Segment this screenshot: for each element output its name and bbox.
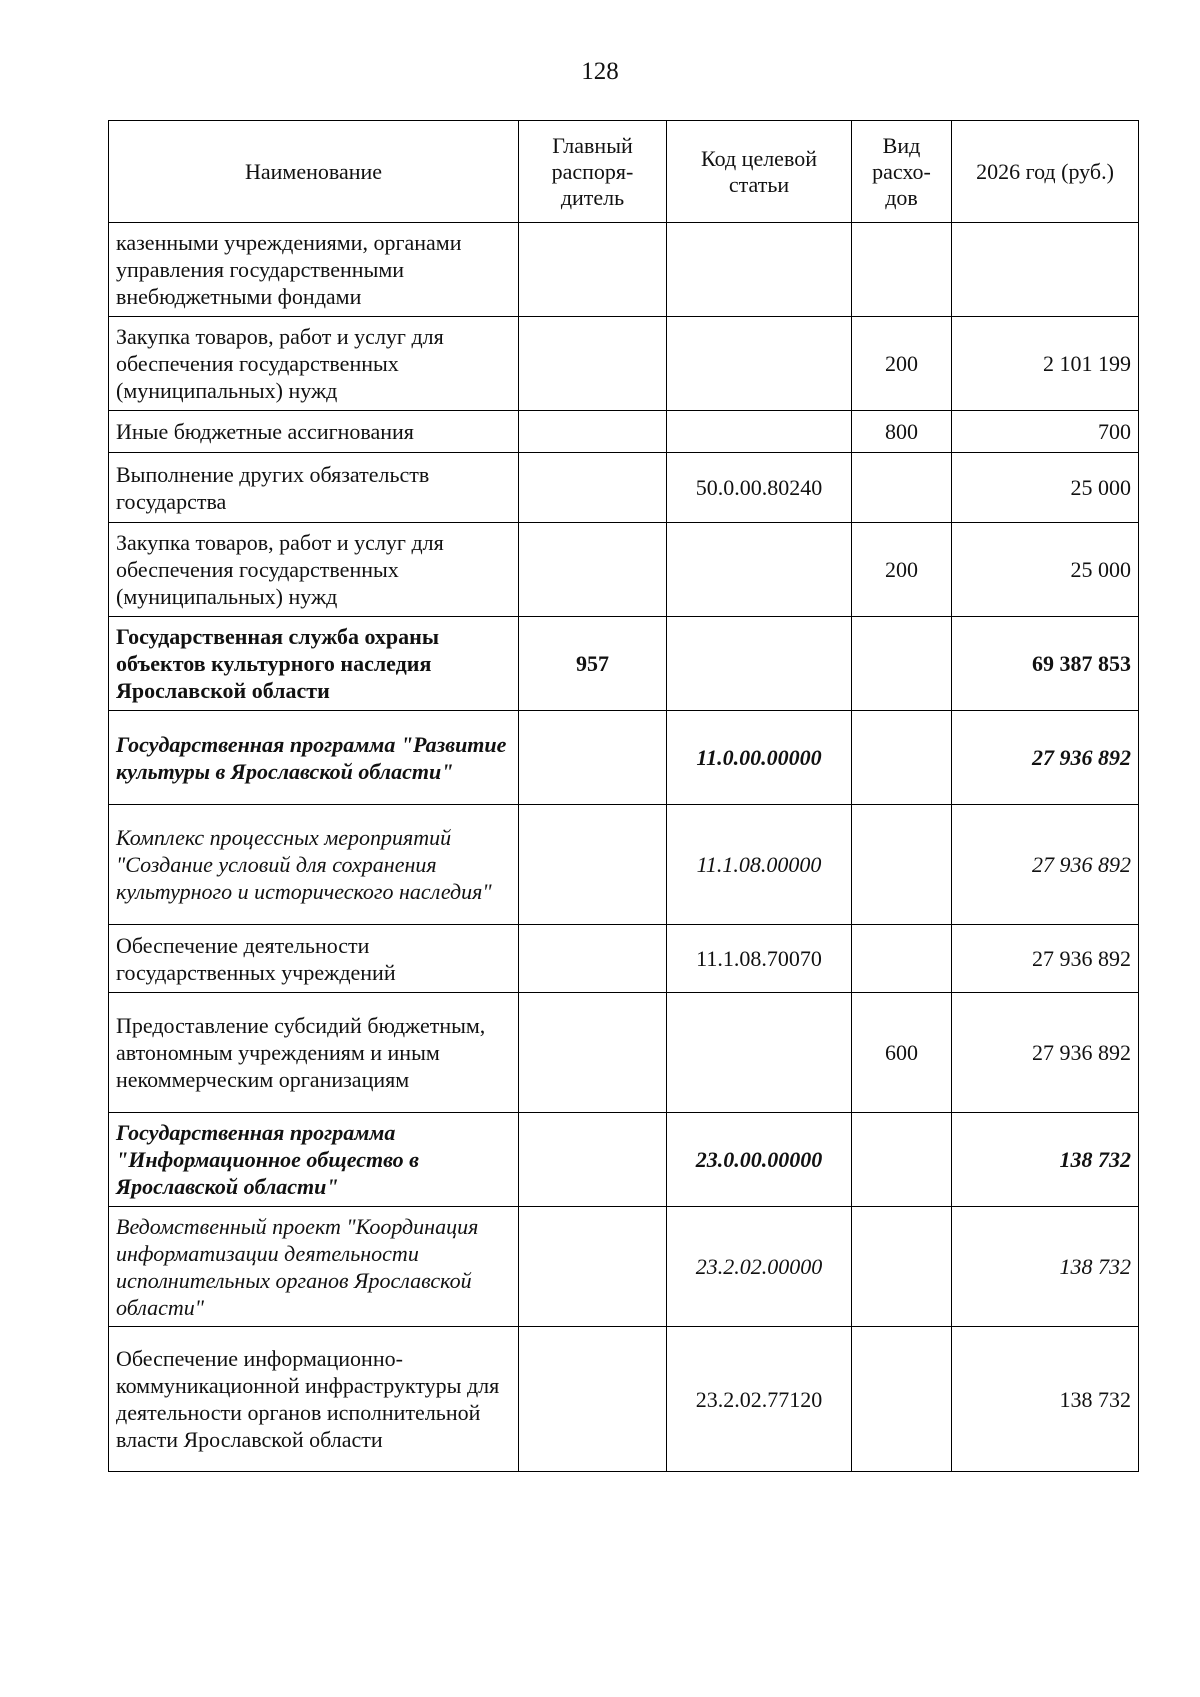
row-name: Иные бюджетные ассигнования <box>109 411 519 453</box>
row-manager <box>519 317 667 411</box>
table-row <box>109 993 1139 1113</box>
row-amount <box>952 223 1139 317</box>
row-type <box>852 1113 952 1207</box>
row-manager <box>519 925 667 993</box>
row-code <box>667 993 852 1113</box>
page-number: 128 <box>581 58 619 85</box>
row-code <box>667 317 852 411</box>
header-amount: 2026 год (руб.) <box>952 121 1139 223</box>
row-code <box>667 223 852 317</box>
row-code: 50.0.00.80240 <box>667 453 852 523</box>
table-row <box>109 453 1139 523</box>
row-type <box>852 925 952 993</box>
row-type <box>852 1207 952 1327</box>
row-code <box>667 617 852 711</box>
table-row <box>109 411 1139 453</box>
header-expense-type: Вид расхо-дов <box>852 121 952 223</box>
row-amount: 27 936 892 <box>952 711 1139 805</box>
row-manager <box>519 1327 667 1472</box>
row-type <box>852 617 952 711</box>
row-amount: 27 936 892 <box>952 925 1139 993</box>
row-manager <box>519 223 667 317</box>
row-code: 11.1.08.00000 <box>667 805 852 925</box>
table-header-row <box>109 121 1139 223</box>
row-code: 23.2.02.77120 <box>667 1327 852 1472</box>
row-code: 23.2.02.00000 <box>667 1207 852 1327</box>
row-amount: 27 936 892 <box>952 993 1139 1113</box>
row-name: казенными учреждениями, органами управления государственными внебюджетными фондами <box>109 223 519 317</box>
row-type: 800 <box>852 411 952 453</box>
row-type <box>852 223 952 317</box>
row-name: Закупка товаров, работ и услуг для обеспечения государственных (муниципальных) нужд <box>109 523 519 617</box>
row-manager <box>519 1113 667 1207</box>
row-manager <box>519 805 667 925</box>
row-manager <box>519 411 667 453</box>
table-row <box>109 617 1139 711</box>
row-name: Комплекс процессных мероприятий "Создание условий для сохранения культурного и исторического наследия" <box>109 805 519 925</box>
row-type: 200 <box>852 523 952 617</box>
budget-table <box>108 120 1139 1472</box>
row-manager <box>519 711 667 805</box>
row-amount: 69 387 853 <box>952 617 1139 711</box>
row-code: 11.0.00.00000 <box>667 711 852 805</box>
table-row <box>109 317 1139 411</box>
table-row <box>109 1207 1139 1327</box>
row-type <box>852 453 952 523</box>
row-amount: 2 101 199 <box>952 317 1139 411</box>
row-amount: 138 732 <box>952 1113 1139 1207</box>
row-type <box>852 711 952 805</box>
row-name: Государственная программа "Информационное общество в Ярославской области" <box>109 1113 519 1207</box>
table-row <box>109 711 1139 805</box>
row-manager <box>519 1207 667 1327</box>
row-amount: 25 000 <box>952 453 1139 523</box>
table-row <box>109 1113 1139 1207</box>
table-row <box>109 223 1139 317</box>
row-name: Выполнение других обязательств государства <box>109 453 519 523</box>
row-manager: 957 <box>519 617 667 711</box>
row-code: 23.0.00.00000 <box>667 1113 852 1207</box>
row-type <box>852 805 952 925</box>
row-name: Государственная служба охраны объектов культурного наследия Ярославской области <box>109 617 519 711</box>
row-amount: 25 000 <box>952 523 1139 617</box>
row-name: Предоставление субсидий бюджетным, автономным учреждениям и иным некоммерческим организациям <box>109 993 519 1113</box>
row-name: Обеспечение деятельности государственных учреждений <box>109 925 519 993</box>
row-name: Государственная программа "Развитие культуры в Ярославской области" <box>109 711 519 805</box>
row-code: 11.1.08.70070 <box>667 925 852 993</box>
row-amount: 138 732 <box>952 1327 1139 1472</box>
row-name: Обеспечение информационно-коммуникационной инфраструктуры для деятельности органов исполнительной власти Ярославской области <box>109 1327 519 1472</box>
header-target-code: Код целевой статьи <box>667 121 852 223</box>
row-manager <box>519 453 667 523</box>
row-code <box>667 523 852 617</box>
row-code <box>667 411 852 453</box>
row-amount: 700 <box>952 411 1139 453</box>
header-name: Наименование <box>109 121 519 223</box>
table-row <box>109 925 1139 993</box>
table-row <box>109 805 1139 925</box>
row-amount: 138 732 <box>952 1207 1139 1327</box>
row-type <box>852 1327 952 1472</box>
row-type: 600 <box>852 993 952 1113</box>
table-row <box>109 523 1139 617</box>
row-name: Закупка товаров, работ и услуг для обеспечения государственных (муниципальных) нужд <box>109 317 519 411</box>
header-manager: Главный распоря-дитель <box>519 121 667 223</box>
row-manager <box>519 523 667 617</box>
row-name: Ведомственный проект "Координация информатизации деятельности исполнительных органов Ярославской области" <box>109 1207 519 1327</box>
table-row <box>109 1327 1139 1472</box>
row-manager <box>519 993 667 1113</box>
row-type: 200 <box>852 317 952 411</box>
row-amount: 27 936 892 <box>952 805 1139 925</box>
